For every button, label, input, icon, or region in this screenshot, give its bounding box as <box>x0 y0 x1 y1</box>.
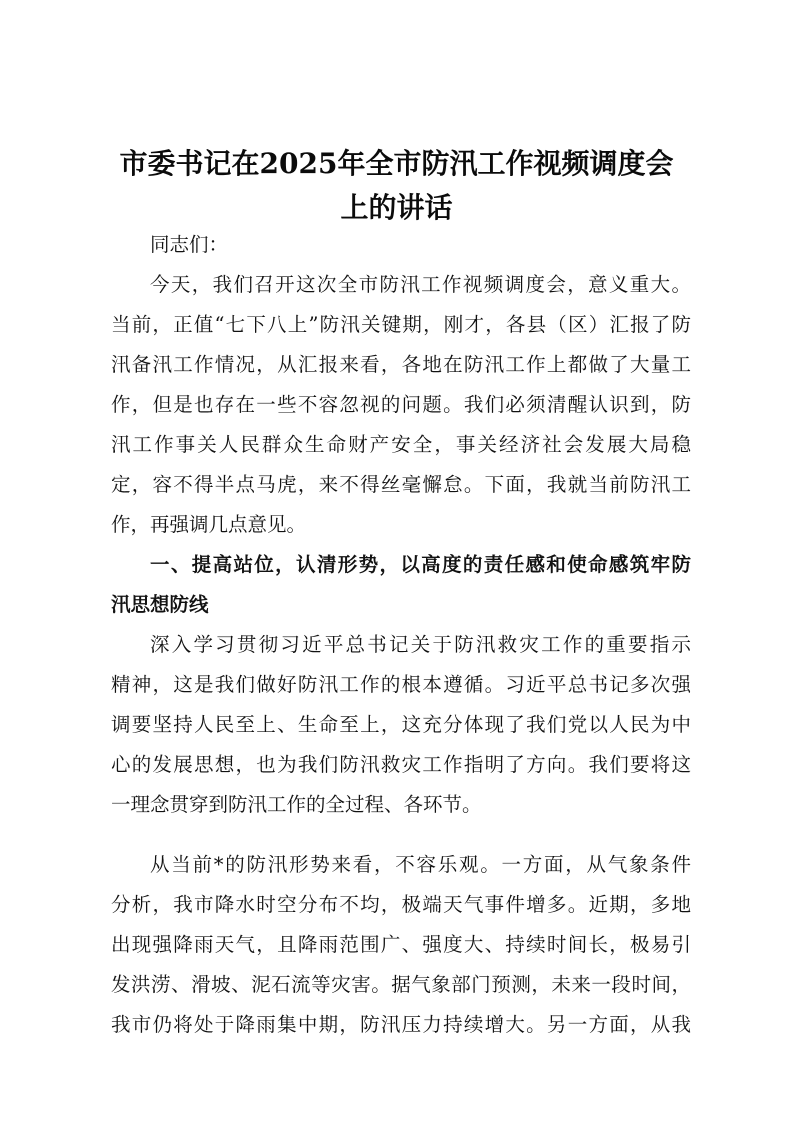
paragraph-2-line: 心的发展思想，也为我们防汛救灾工作指明了方向。我们要将这 <box>111 753 691 776</box>
paragraph-1-line: 今天，我们召开这次全市防汛工作视频调度会，意义重大。 <box>150 273 691 296</box>
paragraph-3-line: 出现强降雨天气，且降雨范围广、强度大、持续时间长，极易引 <box>111 933 691 956</box>
paragraph-2-line: 调要坚持人民至上、生命至上，这充分体现了我们党以人民为中 <box>111 713 691 736</box>
paragraph-3-line: 发洪涝、滑坡、泥石流等灾害。据气象部门预测，未来一段时间， <box>111 973 691 996</box>
paragraph-1-line: 汛备汛工作情况，从汇报来看，各地在防汛工作上都做了大量工 <box>111 353 691 376</box>
paragraph-1-line: 作，再强调几点意见。 <box>111 513 307 536</box>
paragraph-3-line: 分析，我市降水时空分布不均，极端天气事件增多。近期，多地 <box>111 893 691 916</box>
paragraph-2-line: 精神，这是我们做好防汛工作的根本遵循。习近平总书记多次强 <box>111 673 691 696</box>
paragraph-2-line: 一理念贯穿到防汛工作的全过程、各环节。 <box>111 793 482 816</box>
paragraph-1-line: 当前，正值“七下八上”防汛关键期，刚才，各县（区）汇报了防 <box>111 313 691 336</box>
paragraph-1-line: 汛工作事关人民群众生命财产安全，事关经济社会发展大局稳 <box>111 433 691 456</box>
section-heading-1-line: 汛思想防线 <box>111 593 209 616</box>
greeting: 同志们： <box>150 233 229 256</box>
paragraph-1-line: 定，容不得半点马虎，来不得丝毫懈怠。下面，我就当前防汛工 <box>111 473 691 496</box>
paragraph-3-line: 从当前*的防汛形势来看，不容乐观。一方面，从气象条件 <box>150 853 691 876</box>
section-heading-1-line: 一、提高站位，认清形势，以高度的责任感和使命感筑牢防 <box>150 553 691 576</box>
paragraph-3-line: 我市仍将处于降雨集中期，防汛压力持续增大。另一方面，从我 <box>111 1013 691 1036</box>
document-title-line-2: 上的讲话 <box>340 191 453 224</box>
document-title-line-1: 市委书记在2025年全市防汛工作视频调度会 <box>119 147 674 180</box>
paragraph-1-line: 作，但是也存在一些不容忽视的问题。我们必须清醒认识到，防 <box>111 393 691 416</box>
paragraph-2-line: 深入学习贯彻习近平总书记关于防汛救灾工作的重要指示 <box>150 633 691 656</box>
